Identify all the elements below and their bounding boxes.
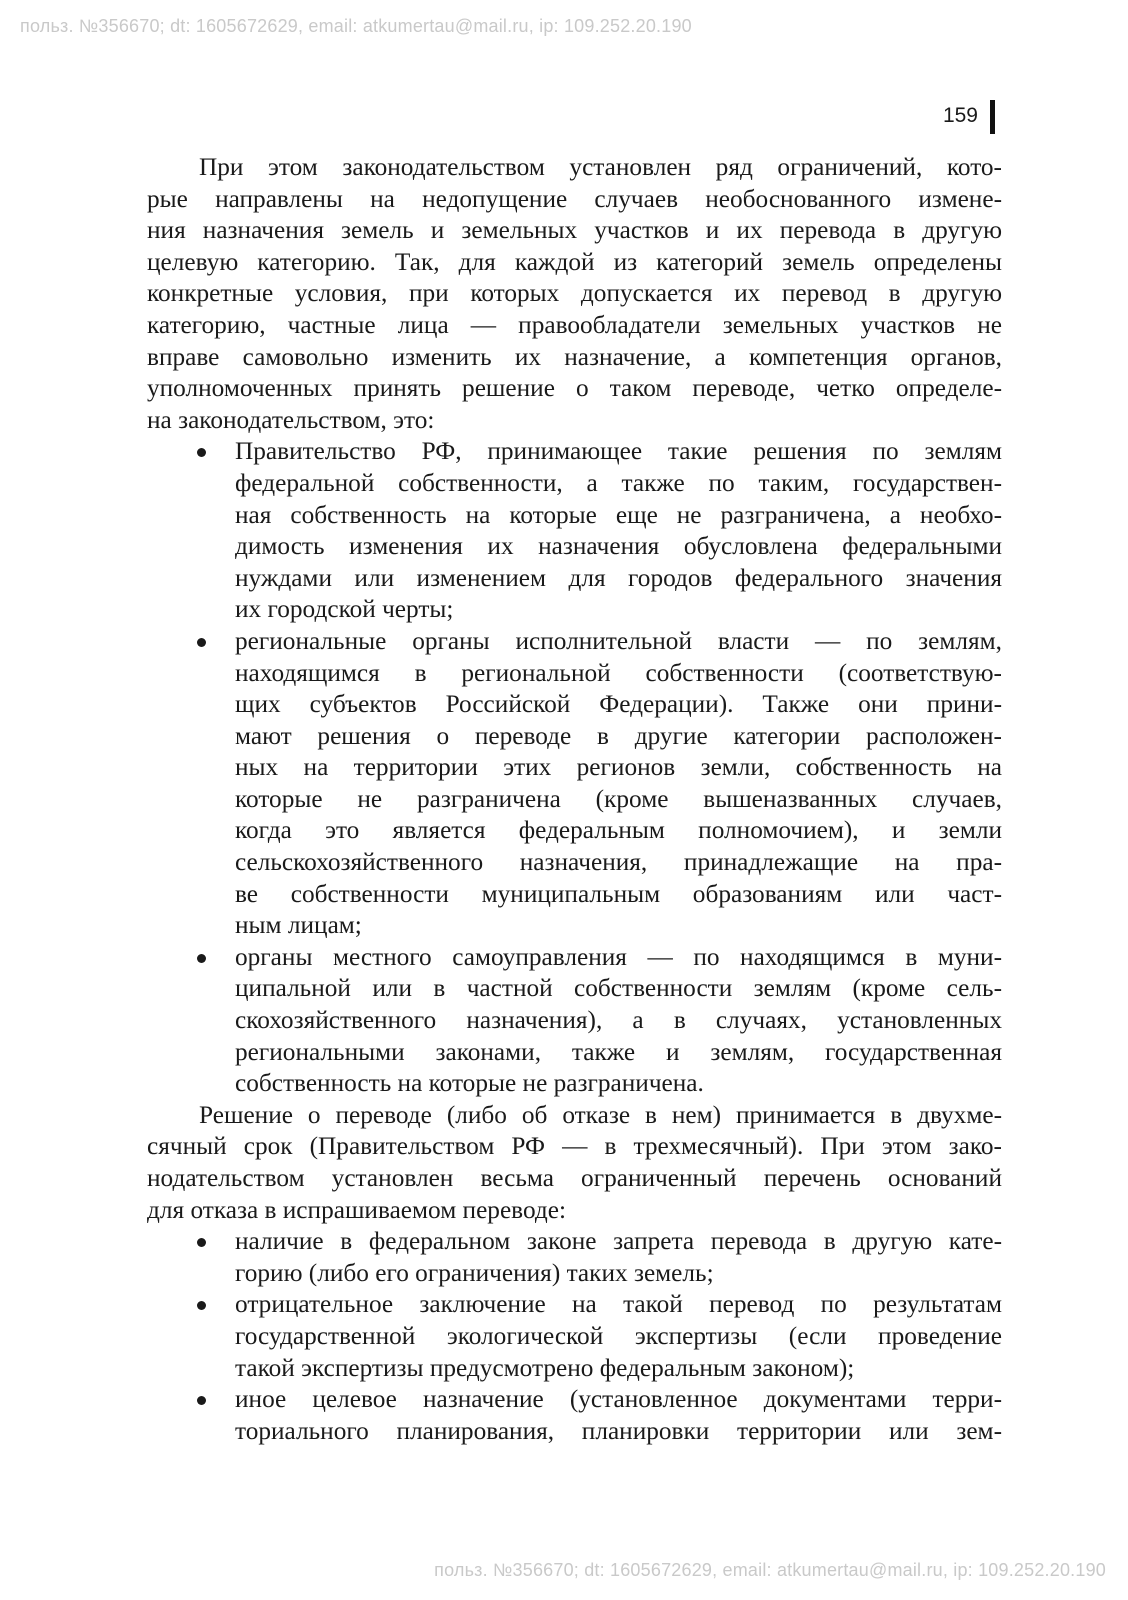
text-line: вправе самовольно изменить их назначение, а компетенция органов, (147, 342, 1002, 371)
text-line: скохозяйственного назначения), а в случаях, установленных (235, 1006, 1002, 1035)
text-line: категорию, частные лица — правообладатели земельных участков не (147, 310, 1002, 339)
bullet-icon (197, 1301, 206, 1310)
page-number-bar (990, 100, 995, 134)
bullet-icon (197, 448, 206, 457)
watermark-top: польз. №356670; dt: 1605672629, email: atkumertau@mail.ru, ip: 109.252.20.190 (20, 16, 692, 36)
list-item-local (147, 942, 1002, 1100)
list-item-government (147, 436, 1002, 626)
page-body (147, 152, 1002, 1447)
text-line: димость изменения их назначения обусловлена федеральными (235, 532, 1002, 561)
text-line: Правительство РФ, принимающее такие решения по землям (147, 436, 1002, 468)
list-item-ecological (147, 1289, 1002, 1384)
text-line: целевую категорию. Так, для каждой из категорий земель определены (147, 247, 1002, 276)
text-line: При этом законодательством установлен ряд ограничений, кото- (199, 153, 1002, 181)
list-item-other-purpose (147, 1384, 1002, 1447)
text-line: ципальной или в частной собственности землям (кроме сель- (235, 974, 1002, 1003)
text-line: наличие в федеральном законе запрета перевода в другую кате- (147, 1226, 1002, 1258)
text-line: ным лицам; (235, 911, 362, 940)
list-item-federal-ban (147, 1226, 1002, 1289)
paragraph-intro (147, 152, 1002, 436)
text-line: отрицательное заключение на такой перевод по результатам (147, 1289, 1002, 1321)
text-line: находящимся в региональной собственности (соответствую- (235, 658, 1002, 687)
text-line: ная собственность на которые еще не разграничена, а необхо- (235, 500, 1002, 529)
bullet-icon (197, 638, 206, 647)
text-line: ния назначения земель и земельных участков и их перевода в другую (147, 216, 1002, 245)
text-line: конкретные условия, при которых допускается их перевод в другую (147, 279, 1002, 308)
text-line: такой экспертизы предусмотрено федеральным законом); (235, 1353, 855, 1382)
text-line: когда это является федеральным полномочием), и земли (235, 816, 1002, 845)
text-line: ных на территории этих регионов земли, собственность на (235, 753, 1002, 782)
text-line: которые не разграничена (кроме вышеназванных случаев, (235, 784, 1002, 813)
text-line: федеральной собственности, а также по таким, государствен- (235, 468, 1002, 497)
text-line: их городской черты; (235, 595, 454, 624)
text-line: региональными законами, также и землям, государственная (235, 1037, 1002, 1066)
text-line: органы местного самоуправления — по находящимся в муни- (147, 942, 1002, 974)
text-line: для отказа в испрашиваемом переводе: (147, 1195, 567, 1224)
text-line: щих субъектов Российской Федерации). Также они прини- (235, 690, 1002, 719)
paragraph-decision (147, 1100, 1002, 1226)
text-line: собственность на которые не разграничена. (235, 1069, 704, 1098)
text-line: рые направлены на недопущение случаев необоснованного измене- (147, 184, 1002, 213)
page-number: 159 (942, 104, 978, 127)
text-line: сячный срок (Правительством РФ — в трехмесячный). При этом зако- (147, 1132, 1002, 1161)
text-line: государственной экологической экспертизы (если проведение (235, 1321, 1002, 1350)
text-line: нодательством установлен весьма ограниченный перечень оснований (147, 1164, 1002, 1192)
text-line: Решение о переводе (либо об отказе в нем) принимается в двухме- (199, 1100, 1002, 1129)
text-line: на законодательством, это: (147, 405, 435, 434)
bullet-icon (197, 954, 206, 963)
text-line: сельскохозяйственного назначения, принадлежащие на пра- (235, 848, 1002, 877)
bullet-icon (197, 1396, 206, 1405)
text-line: уполномоченных принять решение о таком переводе, четко определе- (147, 374, 1002, 403)
text-line: региональные органы исполнительной власти — по землям, (147, 626, 1002, 658)
text-line: горию (либо его ограничения) таких земель; (235, 1258, 714, 1287)
text-line: нуждами или изменением для городов федерального значения (235, 563, 1002, 592)
list-item-regional (147, 626, 1002, 942)
text-line: ве собственности муниципальным образованиям или част- (235, 879, 1002, 908)
bullet-icon (197, 1238, 206, 1247)
text-line: иное целевое назначение (установленное документами терри- (147, 1384, 1002, 1416)
text-line: мают решения о переводе в другие категории расположен- (235, 721, 1002, 750)
text-line: ториального планирования, планировки территории или зем- (235, 1416, 1002, 1445)
watermark-bottom: польз. №356670; dt: 1605672629, email: atkumertau@mail.ru, ip: 109.252.20.190 (434, 1560, 1106, 1580)
